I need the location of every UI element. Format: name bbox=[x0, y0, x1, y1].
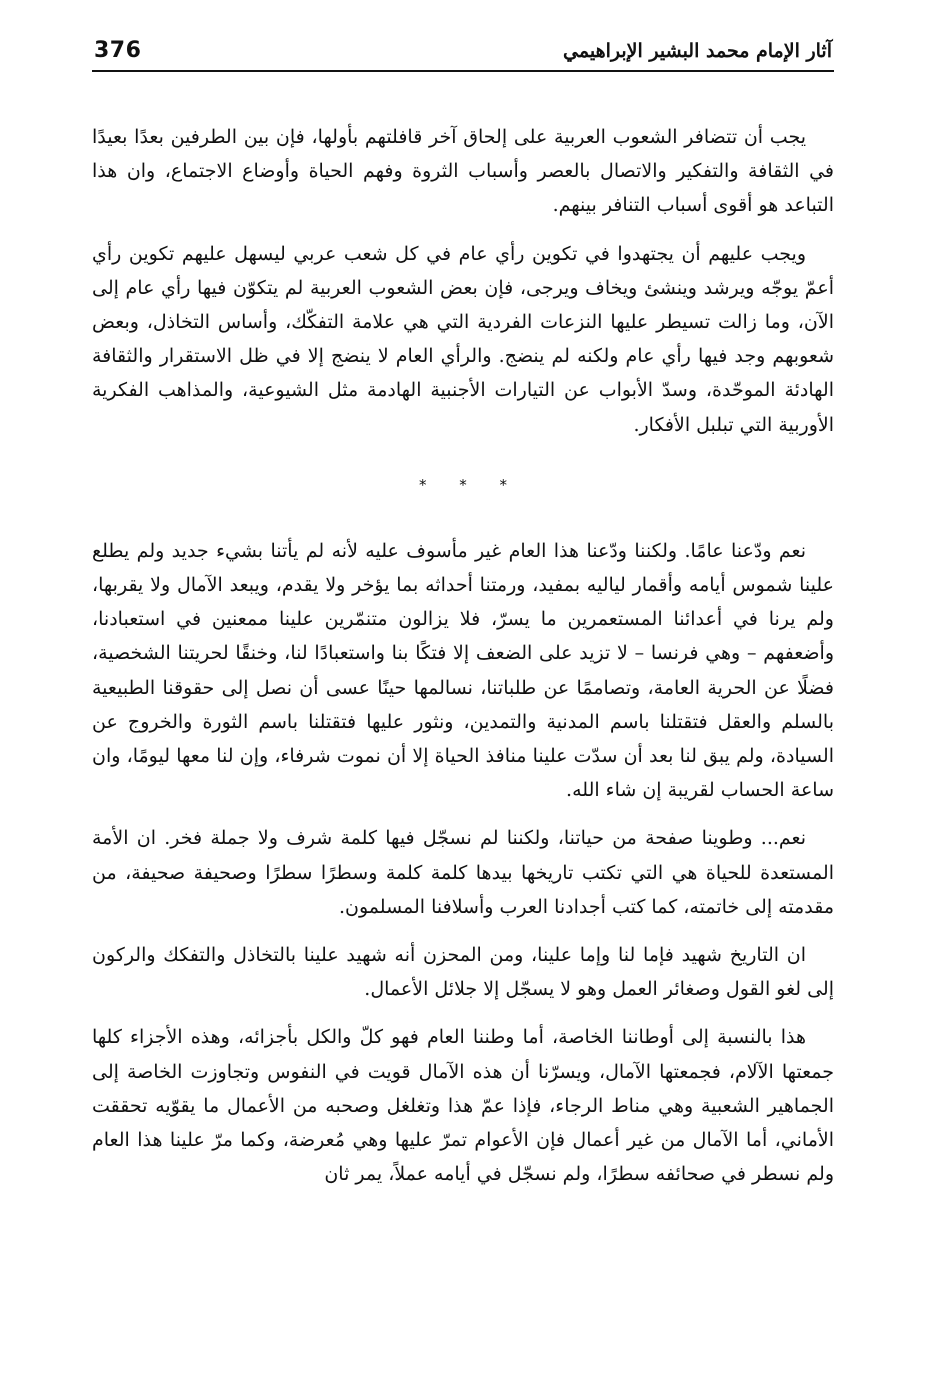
paragraph: نعم ودّعنا عامًا. ولكننا ودّعنا هذا العام غير مأسوف عليه لأنه لم يأتنا بشيء جديد ولم يطلع علينا شموس أيامه وأقمار لياليه بمفيد، ورمتنا أحداثه بما يؤخر ولا يقدم، ويبعد الآمال ولا يقربها، ولم يرنا في أعدائنا المستعمرين ما يسرّ، فلا يزالون متنمّرين علينا ممعنين في استعبادنا، وأضعفهم – وهي فرنسا – لا تزيد على الضعف إلا فتكًا بنا واستعبادًا لنا، وخنقًا لحريتنا الشخصية، فضلًا عن الحرية العامة، وتصاممًا عن طلباتنا، نسالمها حينًا عسى أن نصل إلى حقوقنا الطبيعية بالسلم والعقل فتقتلنا باسم المدنية والتمدين، ونثور عليها فتقتلنا باسم الثورة والخروج عن السيادة، ولم يبق لنا بعد أن سدّت علينا منافذ الحياة إلا أن نموت شرفاء، وإن لنا معها ليومًا، وان ساعة الحساب لقريبة إن شاء الله. bbox=[92, 539, 834, 802]
section-separator: * * * bbox=[418, 475, 522, 494]
running-title: آثار الإمام محمد البشير الإبراهيمي bbox=[563, 40, 832, 62]
page-header bbox=[92, 30, 834, 72]
paragraph: يجب أن تتضافر الشعوب العربية على إلحاق آخر قافلتهم بأولها، فإن بين الطرفين بعدًا بعيدًا في الثقافة والتفكير والاتصال بالعصر وأسباب الثروة وفهم الحياة وأوضاع الاجتماع، وان هذا التباعد هو أقوى أسباب التنافر بينهم. bbox=[92, 126, 834, 217]
page-number: 376 bbox=[94, 38, 142, 63]
paragraph: ويجب عليهم أن يجتهدوا في تكوين رأي عام في كل شعب عربي ليسهل عليهم تكوين رأي أعمّ يوجّه ويرشد وينشئ ويخاف ويرجى، فإن بعض الشعوب العربية لم يتكوّن فيها رأي عام إلى الآن، وما زالت تسيطر عليها النزعات الفردية التي هي علامة التفكّك، وأساس التخاذل، وبعض شعوبهم وجد فيها رأي عام ولكنه لم ينضج. والرأي العام لا ينضج إلا في ظل الاستقرار والثقافة الهادئة الموحّدة، وسدّ الأبواب عن التيارات الأجنبية الهادمة مثل الشيوعية، والمذاهب الفكرية الأوربية التي تبلبل الأفكار. bbox=[92, 242, 834, 436]
paragraph: نعم... وطوينا صفحة من حياتنا، ولكننا لم نسجّل فيها كلمة شرف ولا جملة فخر. ان الأمة المستعدة للحياة هي التي تكتب تاريخها بيدها كلمة كلمة وسطرًا سطرًا وصحيفة صحيفة، من مقدمته إلى خاتمته، كما كتب أجدادنا العرب وأسلافنا المسلمون. bbox=[92, 827, 834, 918]
body-text-after-separator bbox=[92, 534, 834, 1192]
body-text-before-separator bbox=[92, 120, 834, 442]
paragraph: هذا بالنسبة إلى أوطاننا الخاصة، أما وطننا العام فهو كلّ والكل بأجزائه، وهذه الأجزاء كلها جمعتها الآلام، فجمعتها الآمال، ويسرّنا أن هذه الآمال قويت في النفوس وتجاوزت الخاصة إلى الجماهير الشعبية وهي مناط الرجاء، فإذا عمّ هذا وتغلغل وصحبه من الأعمال ما يقوّيه تحققت الأماني، أما الآمال من غير أعمال فإن الأعوام تمرّ عليها وهي مُعرضة، وكما مرّ علينا هذا العام ولم نسطر في صحائفه سطرًا، ولم نسجّل في أيامه عملاً، يمر ثان bbox=[92, 1026, 834, 1186]
book-page bbox=[92, 30, 834, 1370]
paragraph: ان التاريخ شهيد فإما لنا وإما علينا، ومن المحزن أنه شهيد علينا بالتخاذل والتفكك والركون إلى لغو القول وصغائر العمل وهو لا يسجّل إلا جلائل الأعمال. bbox=[92, 944, 834, 1001]
